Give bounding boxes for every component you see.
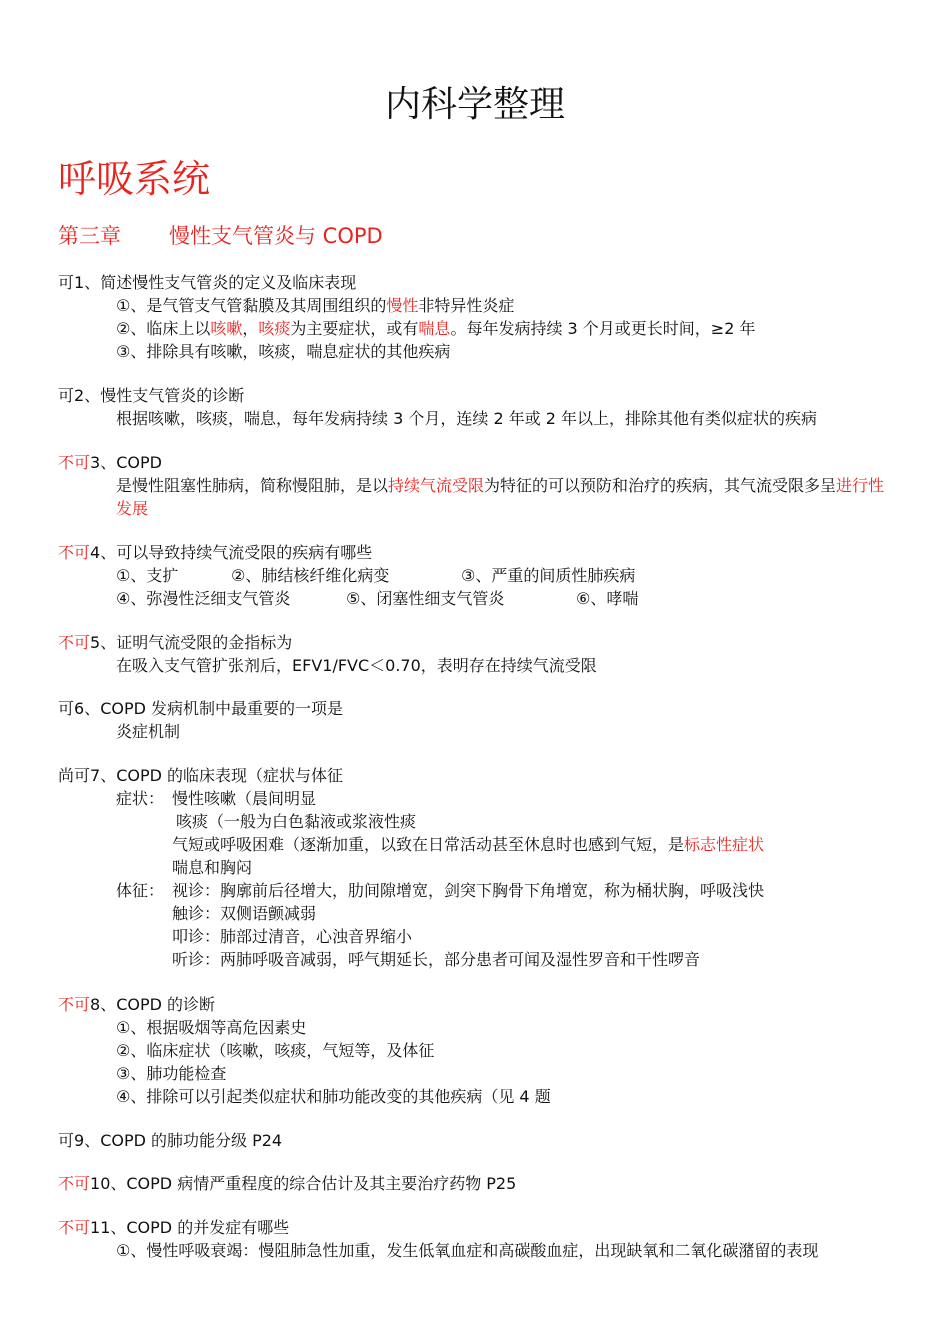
question-tag: 不可	[58, 633, 91, 652]
q4-item: ④、弥漫性泛细支气管炎	[116, 589, 291, 608]
question-tag: 可	[58, 699, 75, 718]
question-text: 4、可以导致持续气流受限的疾病有哪些	[90, 543, 373, 562]
signs-label: 体征：	[116, 881, 165, 900]
question-tag: 可	[58, 273, 75, 292]
highlight: 慢性	[386, 296, 419, 315]
sign-line: 触诊：双侧语颤减弱	[172, 904, 317, 923]
question-tag: 可	[58, 386, 75, 405]
page-title: 内科学整理	[384, 84, 565, 125]
q5-line-1: 在吸入支气管扩张剂后，EFV1/FVC＜0.70，表明存在持续气流受限	[116, 656, 597, 675]
question-1-heading	[58, 271, 356, 294]
chapter-heading	[58, 220, 383, 250]
symptom-line: 咳痰（一般为白色黏液或浆液性痰	[176, 812, 417, 831]
q8-line: ②、临床症状（咳嗽，咳痰，气短等，及体征	[116, 1041, 435, 1060]
sign-line: 听诊：两肺呼吸音减弱，呼气期延长，部分患者可闻及湿性罗音和干性啰音	[172, 950, 701, 969]
question-3-heading	[58, 451, 162, 474]
highlight: 标志性症状	[684, 835, 765, 854]
q8-line: ③、肺功能检查	[116, 1064, 227, 1083]
q1-line-1: ①、是气管支气管黏膜及其周围组织的慢性非特异性炎症	[116, 296, 515, 315]
q6-line-1: 炎症机制	[116, 722, 181, 741]
highlight: 持续气流受限	[388, 476, 485, 495]
question-text: 1、简述慢性支气管炎的定义及临床表现	[74, 273, 357, 292]
question-2-heading	[58, 384, 244, 407]
question-9-heading	[58, 1129, 282, 1152]
question-tag: 不可	[58, 543, 91, 562]
question-tag: 不可	[58, 1174, 91, 1193]
question-text: 3、COPD	[90, 453, 162, 472]
q4-item: ⑤、闭塞性细支气管炎	[346, 589, 505, 608]
question-text: 2、慢性支气管炎的诊断	[74, 386, 245, 405]
question-text: 5、证明气流受限的金指标为	[90, 633, 293, 652]
question-4-heading	[58, 541, 372, 564]
q4-item: ②、肺结核纤维化病变	[231, 566, 390, 585]
question-tag: 不可	[58, 1218, 91, 1237]
question-tag: 不可	[58, 995, 91, 1014]
question-text: 7、COPD 的临床表现（症状与体征	[90, 766, 344, 785]
q4-item: ③、严重的间质性肺疾病	[461, 566, 636, 585]
question-tag: 不可	[58, 453, 91, 472]
highlight: 喘息	[418, 319, 451, 338]
symptom-line: 慢性咳嗽（晨间明显	[172, 789, 317, 808]
question-text: 11、COPD 的并发症有哪些	[90, 1218, 290, 1237]
q1-line-2: ②、临床上以咳嗽，咳痰为主要症状，或有喘息。每年发病持续 3 个月或更长时间，≥2 年	[116, 319, 756, 338]
highlight: 咳嗽	[210, 319, 243, 338]
question-text: 8、COPD 的诊断	[90, 995, 216, 1014]
question-7-heading	[58, 764, 343, 787]
q11-line-1: ①、慢性呼吸衰竭：慢阻肺急性加重，发生低氧血症和高碳酸血症，出现缺氧和二氧化碳潴留的表现	[116, 1241, 819, 1260]
chapter-number: 第三章	[58, 224, 121, 248]
question-text: 9、COPD 的肺功能分级 P24	[74, 1131, 283, 1150]
q4-item: ⑥、哮喘	[576, 589, 639, 608]
question-text: 6、COPD 发病机制中最重要的一项是	[74, 699, 344, 718]
q1-line-3: ③、排除具有咳嗽，咳痰，喘息症状的其他疾病	[116, 342, 451, 361]
symptom-line: 喘息和胸闷	[172, 858, 253, 877]
question-text: 10、COPD 病情严重程度的综合估计及其主要治疗药物 P25	[90, 1174, 517, 1193]
q8-line: ①、根据吸烟等高危因素史	[116, 1018, 307, 1037]
question-10-heading	[58, 1172, 516, 1195]
q8-line: ④、排除可以引起类似症状和肺功能改变的其他疾病（见 4 题	[116, 1087, 551, 1106]
question-tag: 可	[58, 1131, 75, 1150]
chapter-name: 慢性支气管炎与 COPD	[169, 224, 383, 248]
highlight: 咳痰	[258, 319, 291, 338]
section-heading: 呼吸系统	[58, 157, 211, 201]
sign-line: 叩诊：肺部过清音，心浊音界缩小	[172, 927, 413, 946]
question-tag: 尚可	[58, 766, 91, 785]
symptom-line: 气短或呼吸困难（逐渐加重，以致在日常活动甚至休息时也感到气短，是标志性症状	[172, 835, 765, 854]
question-5-heading	[58, 631, 292, 654]
question-11-heading	[58, 1216, 289, 1239]
question-8-heading	[58, 993, 215, 1016]
symptoms-label: 症状：	[116, 789, 165, 808]
q3-paragraph: 是慢性阻塞性肺病，简称慢阻肺，是以持续气流受限为特征的可以预防和治疗的疾病，其气流受限多呈进行性发展	[116, 476, 885, 518]
question-6-heading	[58, 697, 343, 720]
q2-line-1: 根据咳嗽，咳痰，喘息，每年发病持续 3 个月，连续 2 年或 2 年以上，排除其他有类似症状的疾病	[116, 409, 818, 428]
highlight: 进行性发展	[116, 476, 885, 518]
q4-item: ①、支扩	[116, 566, 179, 585]
sign-line: 视诊：胸廓前后径增大，肋间隙增宽，剑突下胸骨下角增宽，称为桶状胸，呼吸浅快	[172, 881, 765, 900]
